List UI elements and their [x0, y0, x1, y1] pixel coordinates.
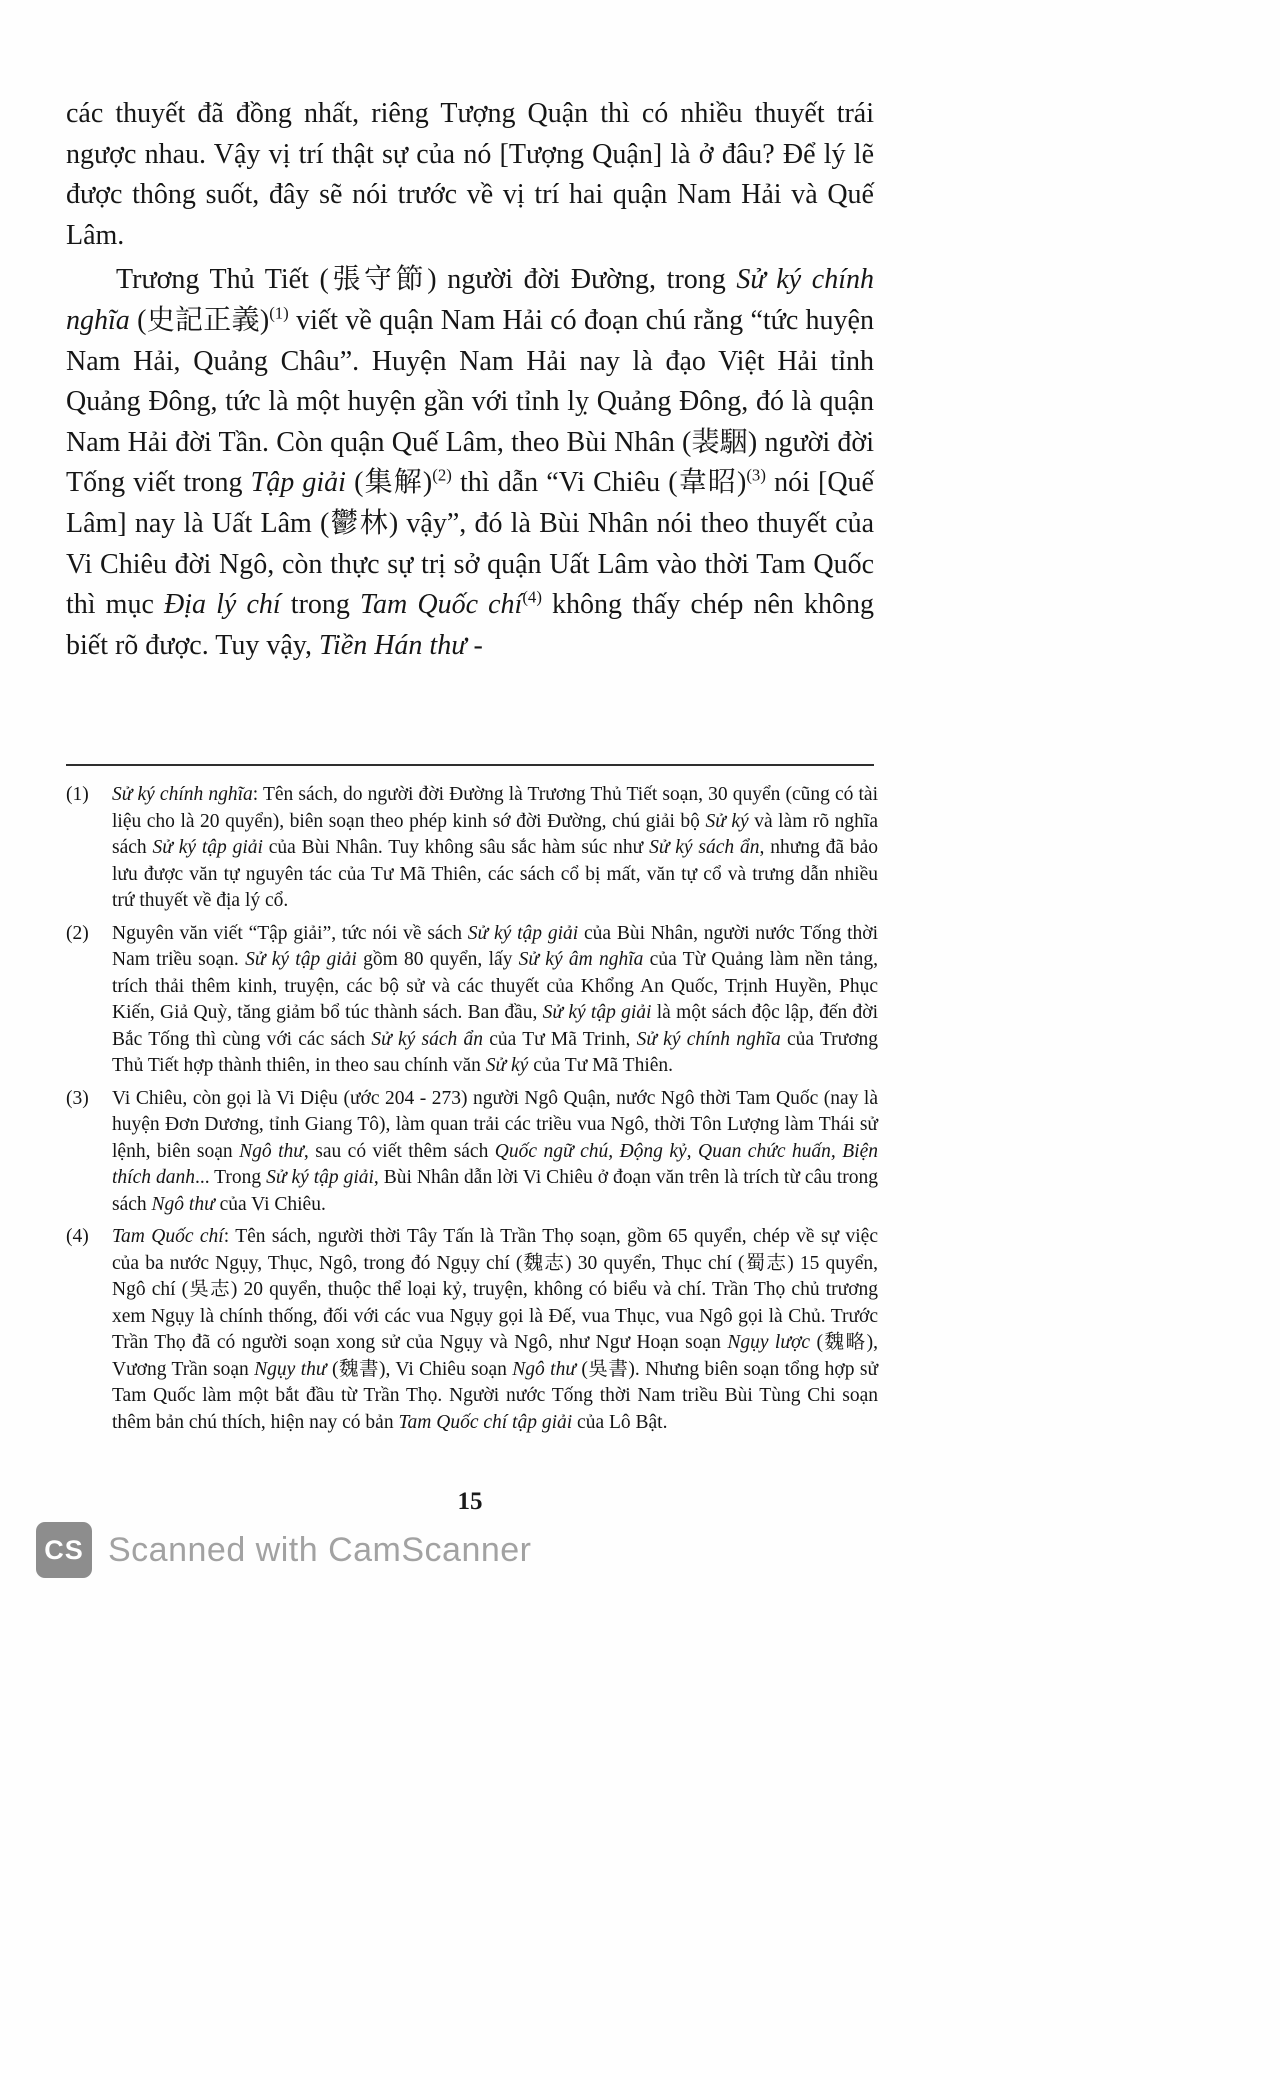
footnote-ref: (4) [522, 587, 542, 607]
footnote [66, 782, 878, 915]
text-run: ... Trong [194, 1167, 267, 1189]
page-number: 15 [457, 1488, 483, 1515]
footnote-text [112, 1086, 878, 1219]
footnote-separator [66, 764, 874, 766]
book-title: Tam Quốc chí tập giải [398, 1411, 573, 1433]
book-title: Sử ký chính nghĩa [112, 784, 253, 805]
book-title: Sử ký [485, 1055, 529, 1077]
book-title: Ngô thư [151, 1193, 215, 1215]
text-run: của Bùi Nhân, người nước Tống thời Nam triều soạn. [112, 922, 879, 971]
paragraph [66, 94, 874, 256]
footnotes-section [66, 782, 878, 1442]
book-title: Ngô thư [239, 1140, 304, 1162]
book-title: Tiền Hán thư [318, 629, 467, 661]
text-run: , Bùi Nhân dẫn lời Vi Chiêu ở đoạn văn trên là trích từ câu trong sách [112, 1167, 879, 1215]
text-run: của Lô Bật. [572, 1411, 668, 1433]
paragraph [66, 260, 874, 666]
text-run: nói [Quế Lâm] nay là Uất Lâm (鬱林) vậy”, đó là Bùi Nhân nói theo thuyết của Vi Chiêu đời Ngô, còn thực sự trị sở quận Uất Lâm vào thời Tam Quốc thì mục [66, 467, 874, 621]
text-run: viết về quận Nam Hải có đoạn chú rằng “tức huyện Nam Hải, Quảng Châu”. Huyện Nam Hải nay là đạo Việt Hải tỉnh Quảng Đông, tức là một huyện gần với tỉnh lỵ Quảng Đông, đó là quận Nam Hải đời Tần. Còn quận Quế Lâm, theo Bùi Nhân (裴駰) người đời Tống viết trong [66, 304, 874, 499]
footnote-number: (2) [66, 922, 89, 944]
text-run: gồm 80 quyển, lấy [356, 949, 519, 971]
book-title: Sử ký sách ẩn [649, 837, 760, 859]
footnote-ref: (3) [746, 466, 766, 486]
text-run: của Tư Mã Thiên. [528, 1055, 674, 1077]
book-title: Địa lý chí [164, 589, 281, 621]
book-title: Sử ký tập giải [152, 837, 263, 859]
book-title: Tập giải [250, 467, 346, 499]
text-run: các thuyết đã đồng nhất, riêng Tượng Quận thì có nhiều thuyết trái ngược nhau. Vậy vị trí thật sự của nó [Tượng Quận] là ở đâu? Để lý lẽ được thông suốt, đây sẽ nói trước về vị trí hai quận Nam Hải và Quế Lâm. [66, 98, 874, 251]
camscanner-watermark [36, 1522, 532, 1578]
book-title: Sử ký [705, 810, 749, 832]
footnote [66, 1086, 878, 1219]
text-run: và làm rõ nghĩa sách [112, 810, 878, 859]
footnote-ref: (1) [269, 303, 289, 323]
text-run: của Bùi Nhân. Tuy không sâu sắc hàm súc như [262, 837, 650, 859]
book-title: Sử ký tập giải [467, 922, 579, 944]
text-run: của Tư Mã Trinh, [483, 1028, 637, 1050]
footnote [66, 921, 878, 1080]
text-run: Nguyên văn viết “Tập giải”, tức nói về sách [112, 922, 468, 944]
text-run: : Tên sách, do người đời Đường là Trương Thủ Tiết soạn, 30 quyển (cũng có tài liệu cho là 20 quyển), biên soạn theo phép kinh sớ đời Đường, chú giải bộ [112, 784, 879, 832]
text-run: (魏略), Vương Trần soạn [112, 1332, 878, 1380]
text-run: (史記正義) [129, 304, 270, 336]
book-title: Sử ký chính nghĩa [66, 264, 874, 336]
text-run: Trương Thủ Tiết (張守節) người đời Đường, trong [116, 264, 737, 296]
text-run: (吳書). Nhưng biên soạn tổng hợp sử Tam Quốc làm một bắt đầu từ Trần Thọ. Người nước Tống thời Nam triều Bùi Tùng Chi soạn thêm bản chú thích, hiện nay có bản [112, 1358, 879, 1433]
footnote-text [112, 782, 878, 915]
book-title: Sử ký chính nghĩa [636, 1028, 781, 1050]
text-run: , sau có viết thêm sách [303, 1140, 495, 1162]
text-run: (集解) [345, 467, 433, 499]
book-title: Sử ký tập giải [245, 949, 357, 971]
book-title: Sử ký tập giải [266, 1167, 374, 1189]
book-title: Quốc ngữ chú, Động kỷ, Quan chức huấn, Biện thích danh [112, 1140, 878, 1189]
book-title: Tam Quốc chí [360, 589, 523, 621]
book-title: Ngô thư [512, 1358, 576, 1380]
footnote-ref: (2) [432, 466, 452, 486]
book-title: Ngụy lược [727, 1332, 811, 1354]
text-run: của Vi Chiêu. [214, 1193, 326, 1215]
text-run: (魏書), Vi Chiêu soạn [326, 1358, 513, 1380]
camscanner-logo-icon: CS [36, 1522, 92, 1578]
text-run: là một sách độc lập, đến đời Bắc Tống thì cùng với các sách [112, 1002, 878, 1050]
footnote-text [112, 921, 878, 1080]
text-run: , nhưng đã bảo lưu được văn tự nguyên tác của Tư Mã Thiên, các sách cổ bị mất, văn tự cổ và trưng dẫn nhiều trứ thuyết về địa lý cổ. [112, 837, 878, 912]
footnote-number: (1) [66, 784, 89, 805]
text-run: : Tên sách, người thời Tây Tấn là Trần Thọ soạn, gồm 65 quyển, chép về sự việc của ba nước Ngụy, Thục, Ngô, trong đó Ngụy chí (魏志) 30 quyển, Thục chí (蜀志) 15 quyển, Ngô chí (吳志) 20 quyển, thuộc thể loại kỷ, truyện, không có biểu và chí. Trần Thọ chủ trương xem Ngụy là chính thống, đối với các vua Ngụy gọi là Đế, vua Thục, vua Ngô gọi là Chủ. Trước Trần Thọ đã có người soạn xong sử của Ngụy và Ngô, như Ngư Hoạn soạn [112, 1226, 878, 1354]
footnote-number: (4) [66, 1226, 89, 1248]
footnote-text [112, 1224, 878, 1436]
text-run: Vi Chiêu, còn gọi là Vi Diệu (ước 204 - 273) người Ngô Quận, nước Ngô thời Tam Quốc (nay là huyện Đơn Dương, tỉnh Giang Tô), làm quan trải các triều vua Ngô, thời Tôn Lượng làm Thái sử lệnh, biên soạn [112, 1087, 878, 1162]
body-text [66, 94, 874, 666]
text-run: thì dẫn “Vi Chiêu (韋昭) [451, 467, 747, 499]
book-title: Sử ký tập giải [542, 1002, 652, 1024]
text-run: của Trương Thủ Tiết hợp thành thiên, in theo sau chính văn [112, 1028, 879, 1077]
text-run: - [466, 629, 483, 661]
text-run: của Từ Quảng làm nền tảng, trích thải thêm kinh, truyện, các bộ sử và các thuyết của Khổng An Quốc, Trịnh Huyền, Phục Kiến, Giả Quỳ, tăng giảm bổ túc thành sách. Ban đầu, [112, 949, 879, 1024]
book-title: Tam Quốc chí [112, 1226, 224, 1248]
text-run: trong [280, 589, 361, 621]
book-title: Sử ký sách ẩn [371, 1028, 484, 1050]
book-title: Ngụy thư [254, 1358, 327, 1380]
book-title: Sử ký âm nghĩa [518, 949, 644, 971]
footnote-number: (3) [66, 1087, 89, 1109]
camscanner-watermark-text: Scanned with CamScanner [108, 1530, 532, 1569]
text-run: không thấy chép nên không biết rõ được. Tuy vậy, [66, 589, 875, 661]
footnote [66, 1224, 878, 1436]
